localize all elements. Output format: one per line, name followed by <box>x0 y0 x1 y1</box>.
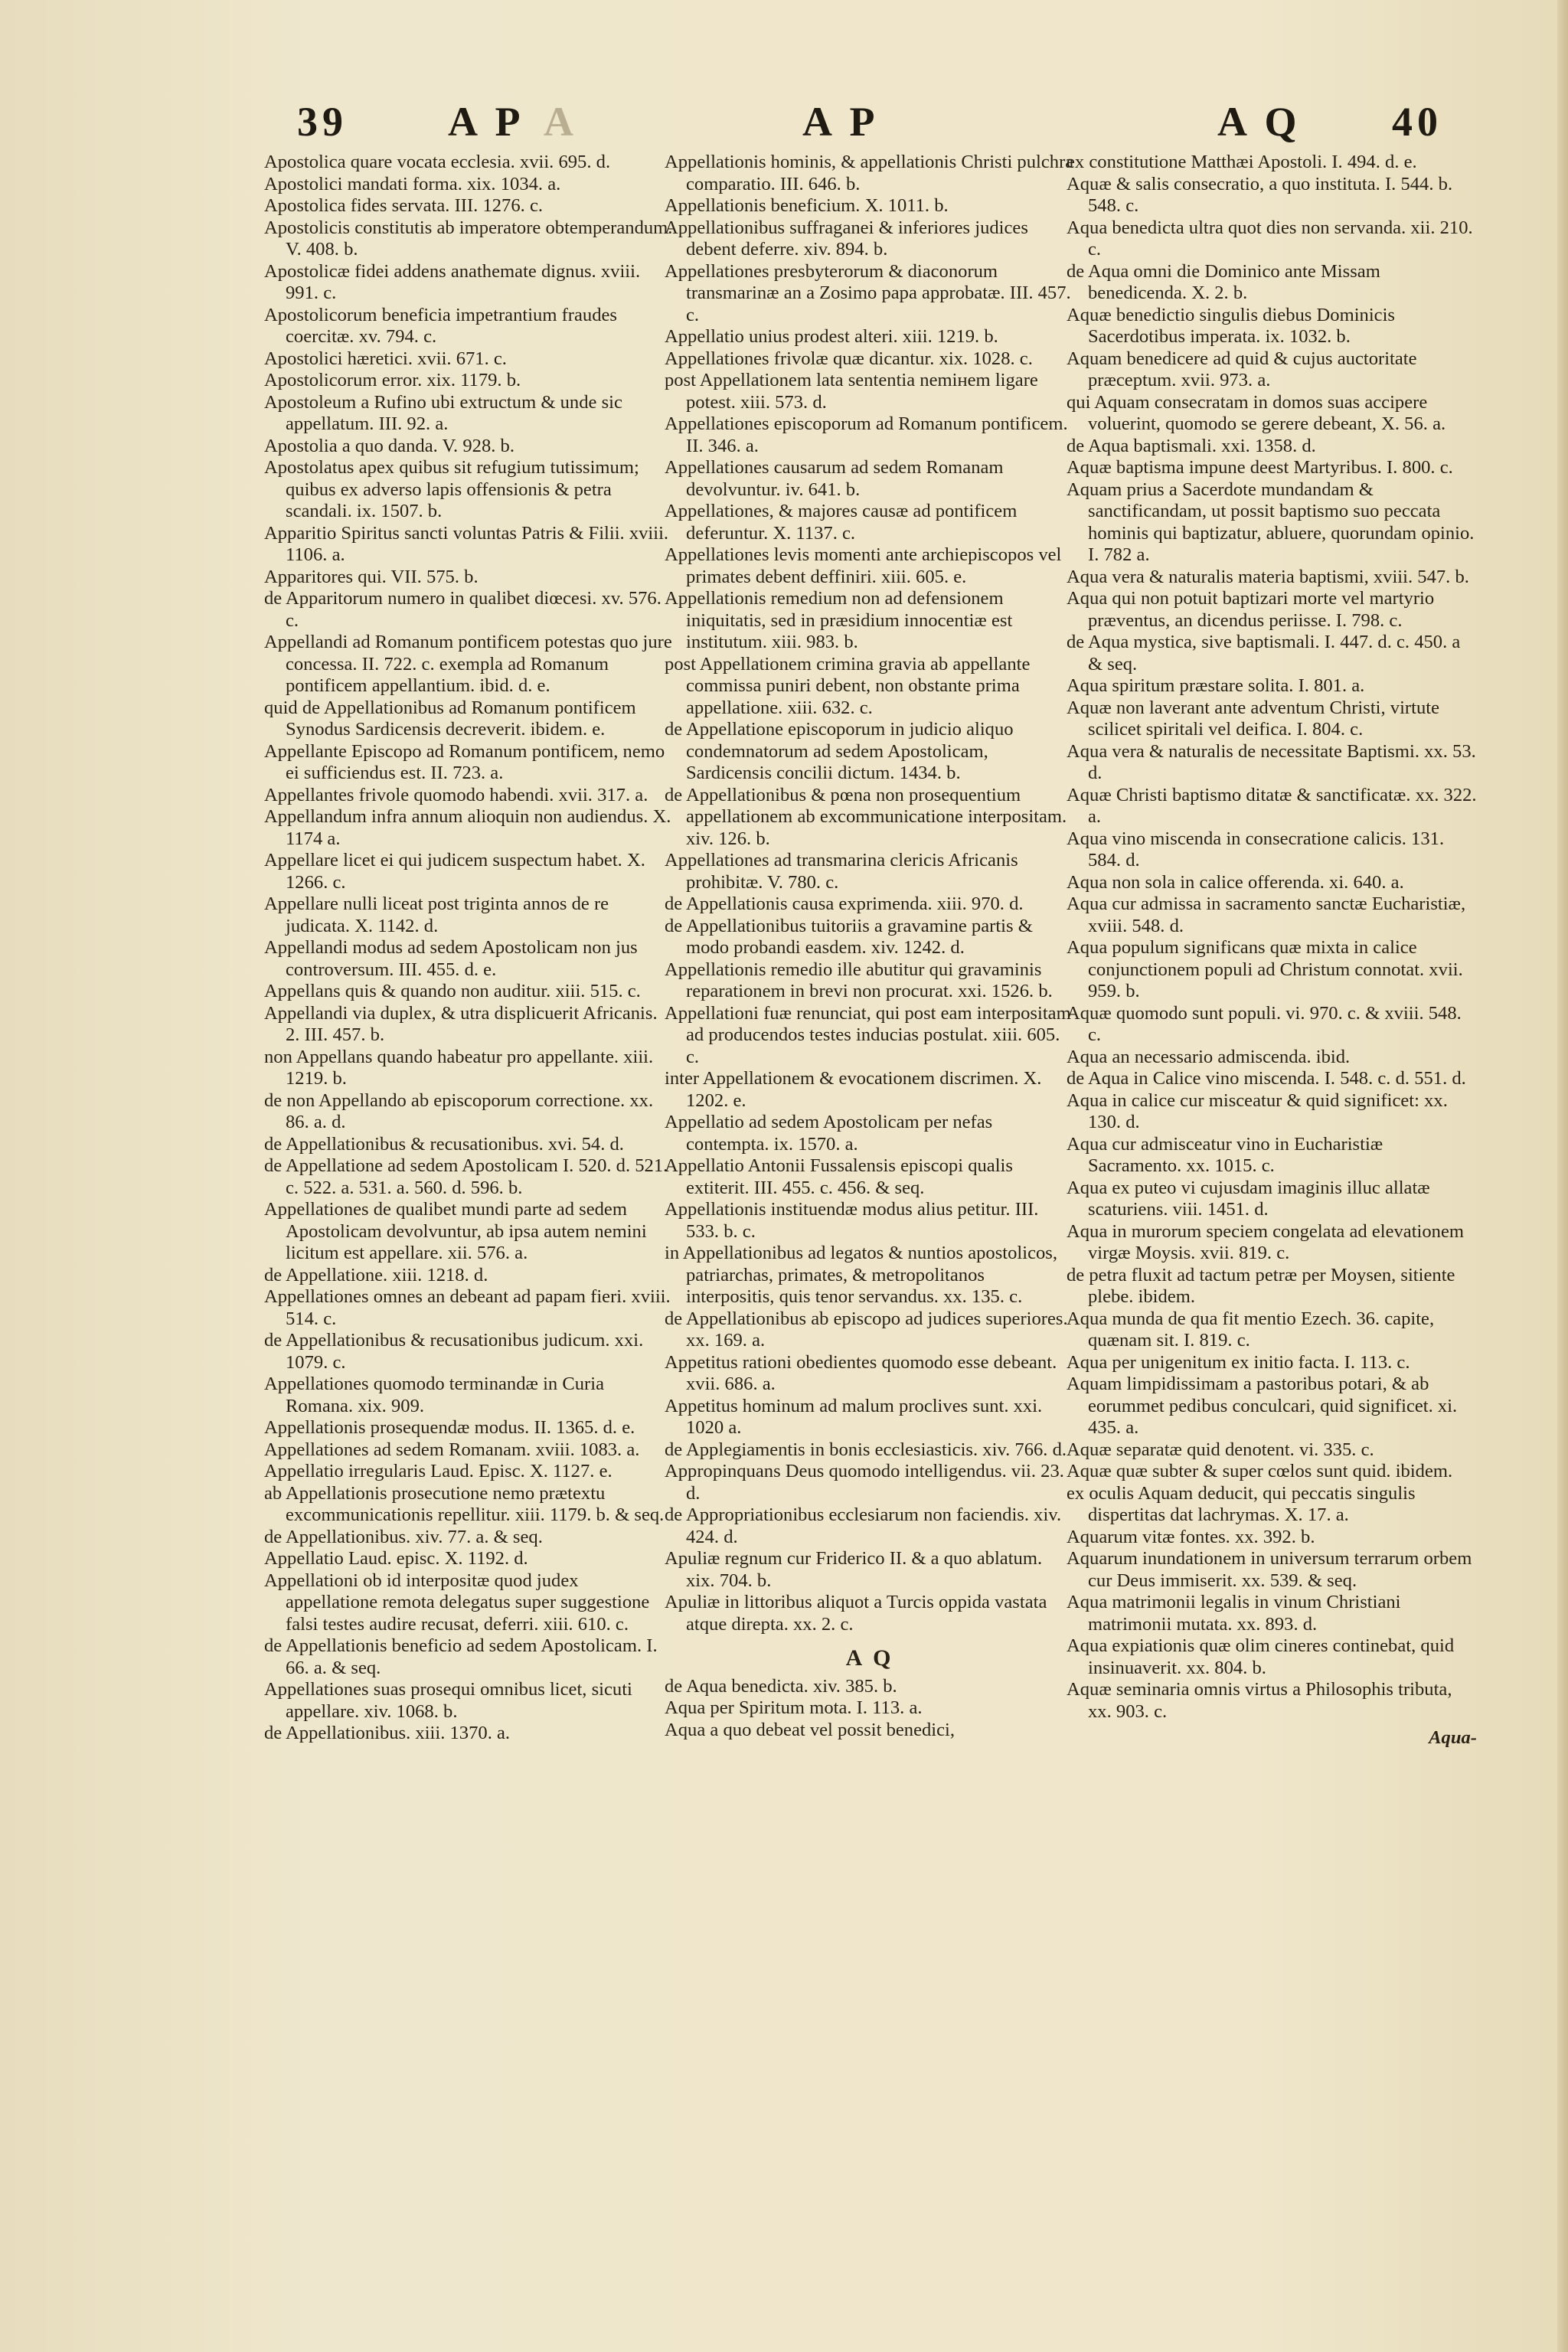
index-entry: Aqua spiritum præstare solita. I. 801. a. <box>1067 675 1365 696</box>
index-entry: Aqua benedicta ultra quot dies non servanda. xii. 210. c. <box>1067 217 1473 260</box>
index-entry: ex oculis Aquam deducit, qui peccatis singulis dispertitas dat lachrymas. X. 17. a. <box>1067 1482 1416 1525</box>
running-head-right: A Q <box>1217 99 1302 145</box>
index-entry: Appetitus hominum ad malum proclives sunt. xxi. 1020 a. <box>665 1395 1043 1438</box>
section-heading: A Q <box>845 1645 894 1671</box>
index-entry: Appellationes suas prosequi omnibus licet, sicuti appellare. xiv. 1068. b. <box>264 1679 632 1722</box>
index-entry: Aqua expiationis quæ olim cineres continebat, quid insinuaverit. xx. 804. b. <box>1067 1635 1455 1678</box>
index-entry: de Appellatione episcoporum in judicio aliquo condemnatorum ad sedem Apostolicam, Sardicensis concilii dictum. 1434. b. <box>665 719 1014 783</box>
index-entry: Aquæ baptisma impune deest Martyribus. I. 800. c. <box>1067 457 1453 478</box>
index-entry: Aquæ non laverant ante adventum Christi, virtute scilicet spiritali vel deifica. I. 804. c. <box>1067 697 1439 740</box>
index-entry: inter Appellationem & evocationem discrimen. X. 1202. e. <box>665 1068 1042 1111</box>
index-entry: Aqua cur admissa in sacramento sanctæ Eucharistiæ, xviii. 548. d. <box>1067 893 1466 936</box>
index-entry: Apostolica fides servata. III. 1276. c. <box>264 195 544 216</box>
running-head-left: A P <box>448 99 525 145</box>
index-entry: Apostolici hæretici. xvii. 671. c. <box>264 348 507 369</box>
index-entry: Appellationes episcoporum ad Romanum pontificem. II. 346. a. <box>665 413 1068 456</box>
index-entry: Apparitores qui. VII. 575. b. <box>264 566 479 587</box>
index-entry: Appellatio irregularis Laud. Episc. X. 1127. e. <box>264 1461 612 1481</box>
index-entry: Aquam benedicere ad quid & cujus auctoritate præceptum. xvii. 973. a. <box>1067 348 1417 390</box>
index-entry: Apostolia a quo danda. V. 928. b. <box>264 435 514 456</box>
catchword: Aqua- <box>1429 1727 1477 1748</box>
index-entry: de Aqua in Calice vino miscenda. I. 548. c. d. 551. d. <box>1067 1068 1466 1089</box>
index-entry: Aqua a quo debeat vel possit benedici, <box>665 1719 956 1740</box>
index-entry: de Aqua omni die Dominico ante Missam benedicenda. X. 2. b. <box>1067 260 1380 303</box>
index-entry: Appellare licet ei qui judicem suspectum habet. X. 1266. c. <box>264 850 645 893</box>
index-entry: Aqua populum significans quæ mixta in calice conjunctionem populi ad Christum connotat. xvii. 959. b. <box>1067 937 1463 1001</box>
index-entry: Apostoleum a Rufino ubi extructum & unde sic appellatum. III. 92. a. <box>264 391 622 434</box>
index-entry: Aqua in murorum speciem congelata ad elevationem virgæ Moysis. xvii. 819. c. <box>1067 1220 1465 1263</box>
index-entry: de Appropriationibus ecclesiarum non faciendis. xiv. 424. d. <box>665 1504 1062 1547</box>
index-entry: qui Aquam consecratam in domos suas accipere voluerint, quomodo se gerere debeant, X. 56. a. <box>1067 391 1446 434</box>
index-entry: Aqua munda de qua fit mentio Ezech. 36. capite, quænam sit. I. 819. c. <box>1067 1308 1435 1351</box>
index-entry: ab Appellationis prosecutione nemo prætextu excommunicationis repellitur. xiii. 1179. b. & seq. <box>264 1482 665 1525</box>
index-entry: Aquæ benedictio singulis diebus Dominicis Sacerdotibus imperata. ix. 1032. b. <box>1067 304 1395 347</box>
index-entry: Appellationis remedium non ad defensionem iniquitatis, sed in præsidium innocentiæ est institutum. xiii. 983. b. <box>665 588 1013 652</box>
index-entry: Apostolicis constitutis ab imperatore obtemperandum. V. 408. b. <box>264 217 673 260</box>
index-entry: de Appellatione. xiii. 1218. d. <box>264 1264 488 1285</box>
index-entry: ex constitutione Matthæi Apostoli. I. 494. d. e. <box>1067 152 1417 172</box>
index-entry: Appellationes levis momenti ante archiepiscopos vel primates debent deffiniri. xiii. 605. e. <box>665 544 1062 587</box>
page-number-left: 39 <box>297 99 348 145</box>
index-entry: quid de Appellationibus ad Romanum pontificem Synodus Sardicensis decreverit. ibidem. e. <box>264 697 636 740</box>
index-entry: Appellationes de qualibet mundi parte ad sedem Apostolicam devolvuntur, ab ipsa autem nemini licitum est appellare. xii. 576. a. <box>264 1199 647 1263</box>
index-entry: Apuliæ regnum cur Friderico II. & a quo ablatum. xix. 704. b. <box>665 1548 1043 1591</box>
index-entry: Apostolicorum error. xix. 1179. b. <box>264 370 521 390</box>
index-entry: Appellantes frivole quomodo habendi. xvii. 317. a. <box>264 784 648 805</box>
index-entry: Appellatio unius prodest alteri. xiii. 1219. b. <box>665 326 998 347</box>
index-entry: Aquarum vitæ fontes. xx. 392. b. <box>1067 1526 1315 1547</box>
index-entry: Aqua matrimonii legalis in vinum Christiani matrimonii mutata. xx. 893. d. <box>1067 1592 1401 1635</box>
page-number-right: 40 <box>1392 99 1442 145</box>
index-entry: de non Appellando ab episcoporum correctione. xx. 86. a. d. <box>264 1089 654 1132</box>
index-entry: Aquæ quæ subter & super cœlos sunt quid. ibidem. <box>1067 1461 1453 1481</box>
index-entry: Appellationes ad transmarina clericis Africanis prohibitæ. V. 780. c. <box>665 850 1018 893</box>
index-entry: Appellationes, & majores causæ ad pontificem deferuntur. X. 1137. c. <box>665 501 1018 544</box>
index-entry: de Appellatione ad sedem Apostolicam I. 520. d. 521. c. 522. a. 531. a. 560. d. 596. b. <box>264 1155 668 1198</box>
index-entry: Appellatio ad sedem Apostolicam per nefas contempta. ix. 1570. a. <box>665 1112 993 1155</box>
index-entry: Aqua qui non potuit baptizari morte vel martyrio præventus, an dicendus periisse. I. 798. c. <box>1067 588 1435 631</box>
index-entry: Appellationis instituendæ modus alius petitur. III. 533. b. c. <box>665 1199 1039 1242</box>
index-entry: de Appellationis causa exprimenda. xiii. 970. d. <box>665 893 1024 914</box>
index-entry: Appellante Episcopo ad Romanum pontificem, nemo ei sufficiendus est. II. 723. a. <box>264 740 665 783</box>
index-entry: Aqua vera & naturalis de necessitate Baptismi. xx. 53. d. <box>1067 740 1476 783</box>
index-entry: de Appellationibus tuitoriis a gravamine partis & modo probandi easdem. xiv. 1242. d. <box>665 915 1033 958</box>
index-column-1 <box>264 152 675 1745</box>
index-entry: Apostolica quare vocata ecclesia. xvii. 695. d. <box>264 152 611 172</box>
index-entry: de Appellationibus ab episcopo ad judices superiores. xx. 169. a. <box>665 1308 1068 1351</box>
index-entry: Appellatio Antonii Fussalensis episcopi qualis extiterit. III. 455. c. 456. & seq. <box>665 1155 1013 1198</box>
index-entry: Appropinquans Deus quomodo intelligendus. vii. 23. d. <box>665 1461 1064 1504</box>
index-entry: Appellationi ob id interpositæ quod judex appellatione remota delegatus super suggestione falsi testes audire recusat, deferri. xiii. 610. c. <box>264 1570 650 1635</box>
index-entry: de Appellationibus. xiii. 1370. a. <box>264 1723 511 1743</box>
index-entry: Appellationi fuæ renunciat, qui post eam interpositam ad producendos testes inducias postulat. xiii. 605. c. <box>665 1002 1071 1067</box>
index-entry: Aqua per unigenitum ex initio facta. I. 113. c. <box>1067 1351 1410 1373</box>
index-entry: post Appellationem crimina gravia ab appellante commissa puniri debent, non obstante prima appellatione. xiii. 632. c. <box>665 653 1031 718</box>
index-entry: in Appellationibus ad legatos & nuntios apostolicos, patriarchas, primates, & metropolitanos interpositis, quis tenor servandus. xx. 135. c. <box>665 1243 1058 1307</box>
index-entry: post Appellationem lata sententia nemінem ligare potest. xiii. 573. d. <box>665 370 1038 413</box>
index-entry: Aqua cur admisceatur vino in Eucharistiæ Sacramento. xx. 1015. c. <box>1067 1133 1383 1176</box>
index-entry: Appellationes presbyterorum & diaconorum transmarinæ an a Zosimo papa approbatæ. III. 457. c. <box>665 260 1071 325</box>
index-entry: Appellationes causarum ad sedem Romanam devolvuntur. iv. 641. b. <box>665 457 1004 500</box>
index-entry: de Aqua mystica, sive baptismali. I. 447. d. c. 450. a & seq. <box>1067 632 1461 675</box>
index-entry: Apostolicorum beneficia impetrantium fraudes coercitæ. xv. 794. c. <box>264 304 617 347</box>
index-entry: Aqua in calice cur misceatur & quid significet: xx. 130. d. <box>1067 1089 1448 1132</box>
index-column-2 <box>665 152 1075 1741</box>
index-entry: Aqua vera & naturalis materia baptismi, xviii. 547. b. <box>1067 566 1469 587</box>
index-entry: Apuliæ in littoribus aliquot a Turcis oppida vastata atque direpta. xx. 2. c. <box>665 1592 1047 1635</box>
index-entry: Appellans quis & quando non auditur. xiii. 515. c. <box>264 981 641 1001</box>
index-entry: Apostolici mandati forma. xix. 1034. a. <box>264 173 561 194</box>
index-entry: Aqua non sola in calice offerenda. xi. 640. a. <box>1067 871 1404 893</box>
index-entry: non Appellans quando habeatur pro appellante. xiii. 1219. b. <box>264 1046 654 1089</box>
index-entry: Aquam limpidissimam a pastoribus potari, & ab eorummet pedibus conculcari, quid significet. xi. 435. a. <box>1067 1374 1458 1438</box>
index-entry: Aqua per Spiritum mota. I. 113. a. <box>665 1697 923 1718</box>
index-entry: Appellationes omnes an debeant ad papam fieri. xviii. 514. c. <box>264 1286 671 1329</box>
index-entry: Appellatio Laud. episc. X. 1192. d. <box>264 1548 528 1569</box>
index-entry: Aquæ Christi baptismo ditatæ & sanctificatæ. xx. 322. a. <box>1067 784 1477 827</box>
page-edge <box>1557 0 1568 2352</box>
index-entry: Appellationis beneficium. X. 1011. b. <box>665 195 949 216</box>
index-entry: Aquæ & salis consecratio, a quo instituta. I. 544. b. 548. c. <box>1067 173 1453 216</box>
index-entry: Aquæ quomodo sunt populi. vi. 970. c. & xviii. 548. c. <box>1067 1002 1462 1045</box>
index-entry: Appellationes ad sedem Romanam. xviii. 1083. a. <box>264 1439 640 1460</box>
index-entry: Apparitio Spiritus sancti voluntas Patris & Filii. xviii. 1106. a. <box>264 522 669 565</box>
index-entry: de Appellationibus & recusationibus. xvi. 54. d. <box>264 1133 624 1155</box>
index-entry: Appellare nulli liceat post triginta annos de re judicata. X. 1142. d. <box>264 893 609 936</box>
index-entry: Aquæ separatæ quid denotent. vi. 335. c. <box>1067 1439 1374 1460</box>
running-header <box>0 98 1568 152</box>
index-entry: Appellationis prosequendæ modus. II. 1365. d. e. <box>264 1417 635 1438</box>
running-head-left-faint: A <box>544 99 578 145</box>
index-entry: de Applegiamentis in bonis ecclesiasticis. xiv. 766. d. <box>665 1439 1067 1460</box>
index-entry: Appetitus rationi obedientes quomodo esse debeant. xvii. 686. a. <box>665 1351 1057 1394</box>
index-entry: Aqua vino miscenda in consecratione calicis. 131. 584. d. <box>1067 828 1445 871</box>
index-entry: Aquæ seminaria omnis virtus a Philosophis tributa, xx. 903. c. <box>1067 1679 1452 1722</box>
index-entry: Appellandi modus ad sedem Apostolicam non jus controversum. III. 455. d. e. <box>264 937 638 980</box>
index-entry: Aquarum inundationem in universum terrarum orbem cur Deus immiserit. xx. 539. & seq. <box>1067 1548 1472 1591</box>
index-entry: Aqua an necessario admiscenda. ibid. <box>1067 1046 1351 1067</box>
index-entry: Appellationis remedio ille abutitur qui gravaminis reparationem in brevi non procurat. xxi. 1526. b. <box>665 959 1053 1001</box>
index-entry: de Aqua benedicta. xiv. 385. b. <box>665 1675 897 1697</box>
index-entry: Appellationis hominis, & appellationis Christi pulchra comparatio. III. 646. b. <box>665 152 1074 194</box>
index-entry: Apostolicæ fidei addens anathemate dignus. xviii. 991. c. <box>264 260 641 303</box>
index-entry: Appellandi ad Romanum pontificem potestas quo jure concessa. II. 722. c. exempla ad Romanum pontificem appellantium. ibid. d. e. <box>264 632 672 696</box>
index-entry: de Appellationibus & recusationibus judicum. xxi. 1079. c. <box>264 1330 644 1373</box>
index-entry: de Appellationibus & pœna non prosequentium appellationem ab excommunicatione interpositam. xiv. 126. b. <box>665 784 1067 849</box>
index-entry: Aqua ex puteo vi cujusdam imaginis illuc allatæ scaturiens. viii. 1451. d. <box>1067 1177 1430 1220</box>
index-column-3 <box>1067 152 1477 1749</box>
index-entry: Appellandum infra annum alioquin non audiendus. X. 1174 a. <box>264 806 671 849</box>
index-entry: de petra fluxit ad tactum petræ per Moysen, sitiente plebe. ibidem. <box>1067 1264 1455 1307</box>
index-entry: Aquam prius a Sacerdote mundandam & sanctificandam, ut possit baptismo suo peccata hominis qui baptizatur, abluere, quorundam opinio. I. 782 a. <box>1067 479 1475 565</box>
index-entry: Apostolatus apex quibus sit refugium tutissimum; quibus ex adverso lapis offensionis & petra scandali. ix. 1507. b. <box>264 457 639 521</box>
index-entry: Appellandi via duplex, & utra displicuerit Africanis. 2. III. 457. b. <box>264 1002 658 1045</box>
index-entry: de Apparitorum numero in qualibet diœcesi. xv. 576. c. <box>264 588 662 631</box>
index-entry: de Appellationibus. xiv. 77. a. & seq. <box>264 1526 543 1547</box>
running-head-center: A P <box>802 99 880 145</box>
index-entry: de Appellationis beneficio ad sedem Apostolicam. I. 66. a. & seq. <box>264 1635 658 1678</box>
index-entry: Appellationes quomodo terminandæ in Curia Romana. xix. 909. <box>264 1374 604 1416</box>
index-entry: Appellationibus suffraganei & inferiores judices debent deferre. xiv. 894. b. <box>665 217 1028 260</box>
index-entry: Appellationes frivolæ quæ dicantur. xix. 1028. c. <box>665 348 1033 369</box>
index-entry: de Aqua baptismali. xxi. 1358. d. <box>1067 435 1316 456</box>
